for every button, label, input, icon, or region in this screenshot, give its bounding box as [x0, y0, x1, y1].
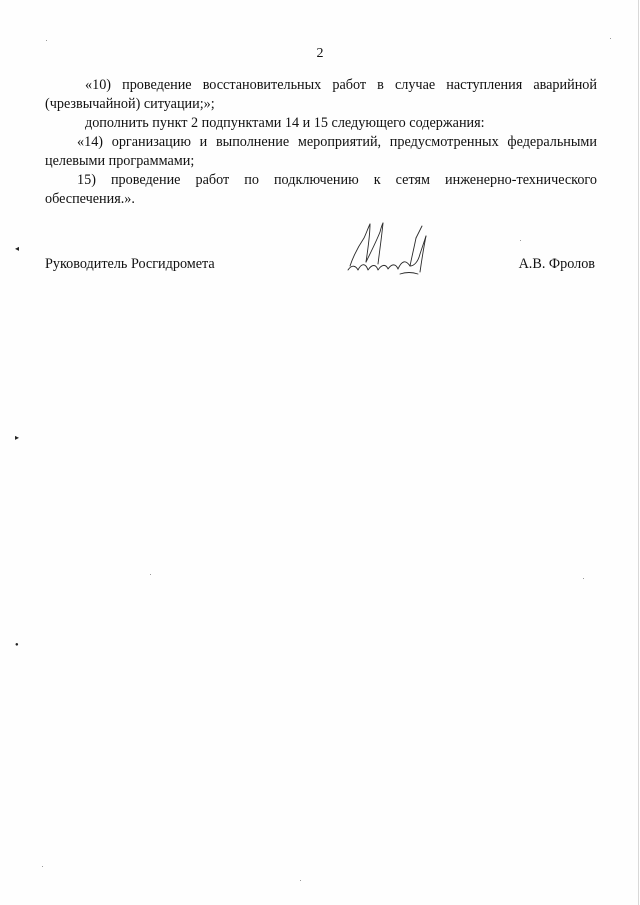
paragraph-line: целевыми программами;	[45, 153, 195, 169]
scan-speck	[46, 40, 47, 41]
scan-speck	[42, 866, 43, 867]
scan-mark: ●	[15, 642, 19, 648]
paragraph-line: «10) проведение восстановительных работ в случае наступления аварийной	[85, 77, 597, 93]
scan-speck	[520, 240, 521, 241]
scan-speck	[300, 880, 301, 881]
paragraph-line: 15) проведение работ по подключению к сетям инженерно-технического	[77, 172, 597, 188]
scan-mark: ◂	[15, 244, 20, 253]
paragraph-item-14	[45, 133, 597, 171]
paragraph-item-10	[45, 76, 597, 114]
signatory-name: А.В. Фролов	[518, 256, 595, 272]
scan-speck	[610, 38, 611, 39]
document-body	[45, 76, 597, 209]
paragraph-line: «14) организацию и выполнение мероприятий, предусмотренных федеральными	[77, 134, 597, 150]
paragraph-amendment: дополнить пункт 2 подпунктами 14 и 15 следующего содержания:	[85, 115, 485, 131]
page-edge	[638, 0, 639, 905]
signature-row	[45, 256, 595, 276]
scan-speck	[150, 574, 151, 575]
scan-mark: ▸	[15, 433, 20, 442]
page-number: 2	[316, 46, 324, 61]
signatory-position: Руководитель Росгидромета	[45, 256, 215, 272]
paragraph-line: обеспечения.».	[45, 191, 135, 207]
paragraph-line: (чрезвычайной) ситуации;»;	[45, 96, 215, 112]
scan-speck	[583, 578, 584, 579]
paragraph-item-15	[45, 171, 597, 209]
